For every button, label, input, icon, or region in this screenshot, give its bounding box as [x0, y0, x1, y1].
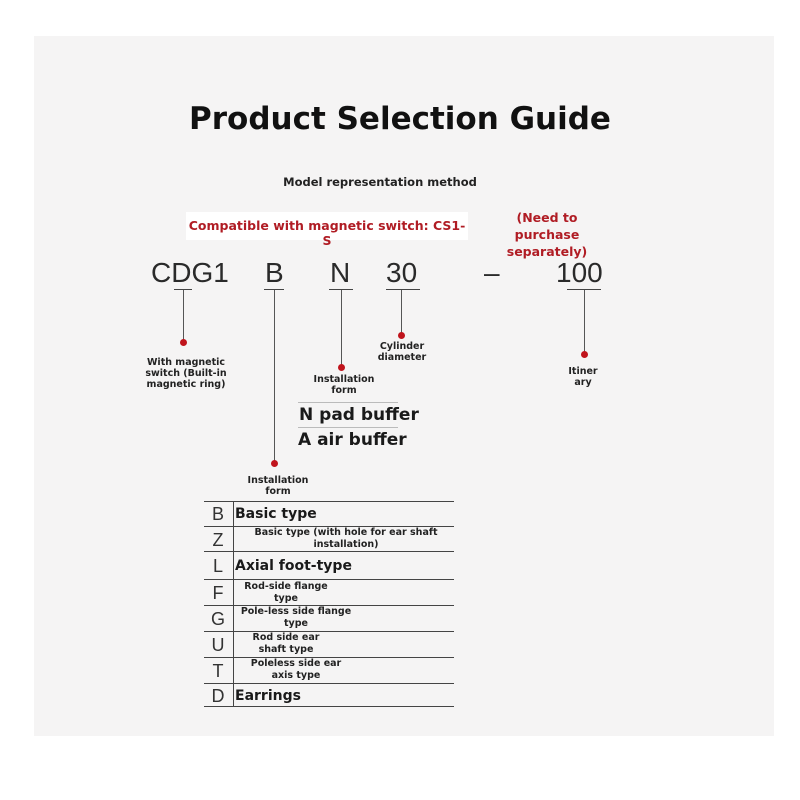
mount-type-table — [204, 501, 454, 706]
table-rule — [204, 579, 454, 580]
callout-installation-form-bottom: Installation form — [247, 475, 309, 497]
table-row-code: U — [211, 635, 225, 655]
leader-stroke — [584, 290, 585, 354]
table-row-code: Z — [212, 530, 224, 550]
marker-dot — [180, 339, 187, 346]
table-rule — [204, 551, 454, 552]
callout-diameter: Cylinder diameter — [377, 341, 427, 363]
buffer-option-a: A air buffer — [298, 430, 407, 450]
purchase-note: (Need to purchase separately) — [506, 210, 588, 259]
code-buffer: N — [330, 257, 351, 288]
code-series: CDG1 — [151, 257, 229, 288]
table-rule — [204, 683, 454, 684]
table-row-code: B — [211, 504, 224, 524]
code-stroke: 100 — [556, 257, 603, 288]
buffer-option-n: N pad buffer — [299, 405, 419, 425]
leader-mount — [274, 290, 275, 462]
underline-diameter — [386, 289, 420, 290]
marker-dot — [581, 351, 588, 358]
table-row-label: Earrings — [235, 688, 301, 704]
table-row-code: L — [212, 556, 223, 576]
code-dash: – — [484, 257, 500, 288]
subtitle: Model representation method — [283, 175, 477, 189]
table-row-label: Pole-less side flange type — [240, 606, 352, 629]
table-row-label: Rod side ear shaft type — [252, 632, 320, 655]
table-row-code: G — [210, 609, 225, 629]
code-mount: B — [265, 257, 284, 288]
page-title: Product Selection Guide — [189, 101, 611, 137]
code-diameter: 30 — [386, 257, 418, 288]
buffer-divider-mid — [298, 427, 398, 428]
marker-dot — [398, 332, 405, 339]
table-rule — [204, 501, 454, 502]
callout-itinerary: Itiner ary — [568, 366, 598, 388]
table-divider — [233, 501, 234, 706]
marker-dot — [338, 364, 345, 371]
table-row-code: T — [212, 661, 224, 681]
table-row-label: Basic type (with hole for ear shaft installation) — [254, 527, 438, 550]
callout-magnetic: With magnetic switch (Built-in magnetic ring) — [145, 357, 227, 390]
compatible-note: Compatible with magnetic switch: CS1-S — [188, 218, 466, 248]
table-row-label: Basic type — [235, 506, 317, 522]
table-rule — [204, 706, 454, 707]
table-row-label: Rod-side flange type — [244, 581, 328, 604]
leader-series — [183, 290, 184, 342]
buffer-divider-top — [298, 402, 398, 403]
table-row-code: F — [212, 583, 224, 603]
leader-buffer — [341, 290, 342, 366]
table-row-code: D — [211, 686, 225, 706]
table-row-label: Poleless side ear axis type — [250, 658, 342, 681]
marker-dot — [271, 460, 278, 467]
callout-installation-form-top: Installation form — [313, 374, 375, 396]
leader-diameter — [401, 290, 402, 334]
table-row-label: Axial foot-type — [235, 558, 352, 574]
